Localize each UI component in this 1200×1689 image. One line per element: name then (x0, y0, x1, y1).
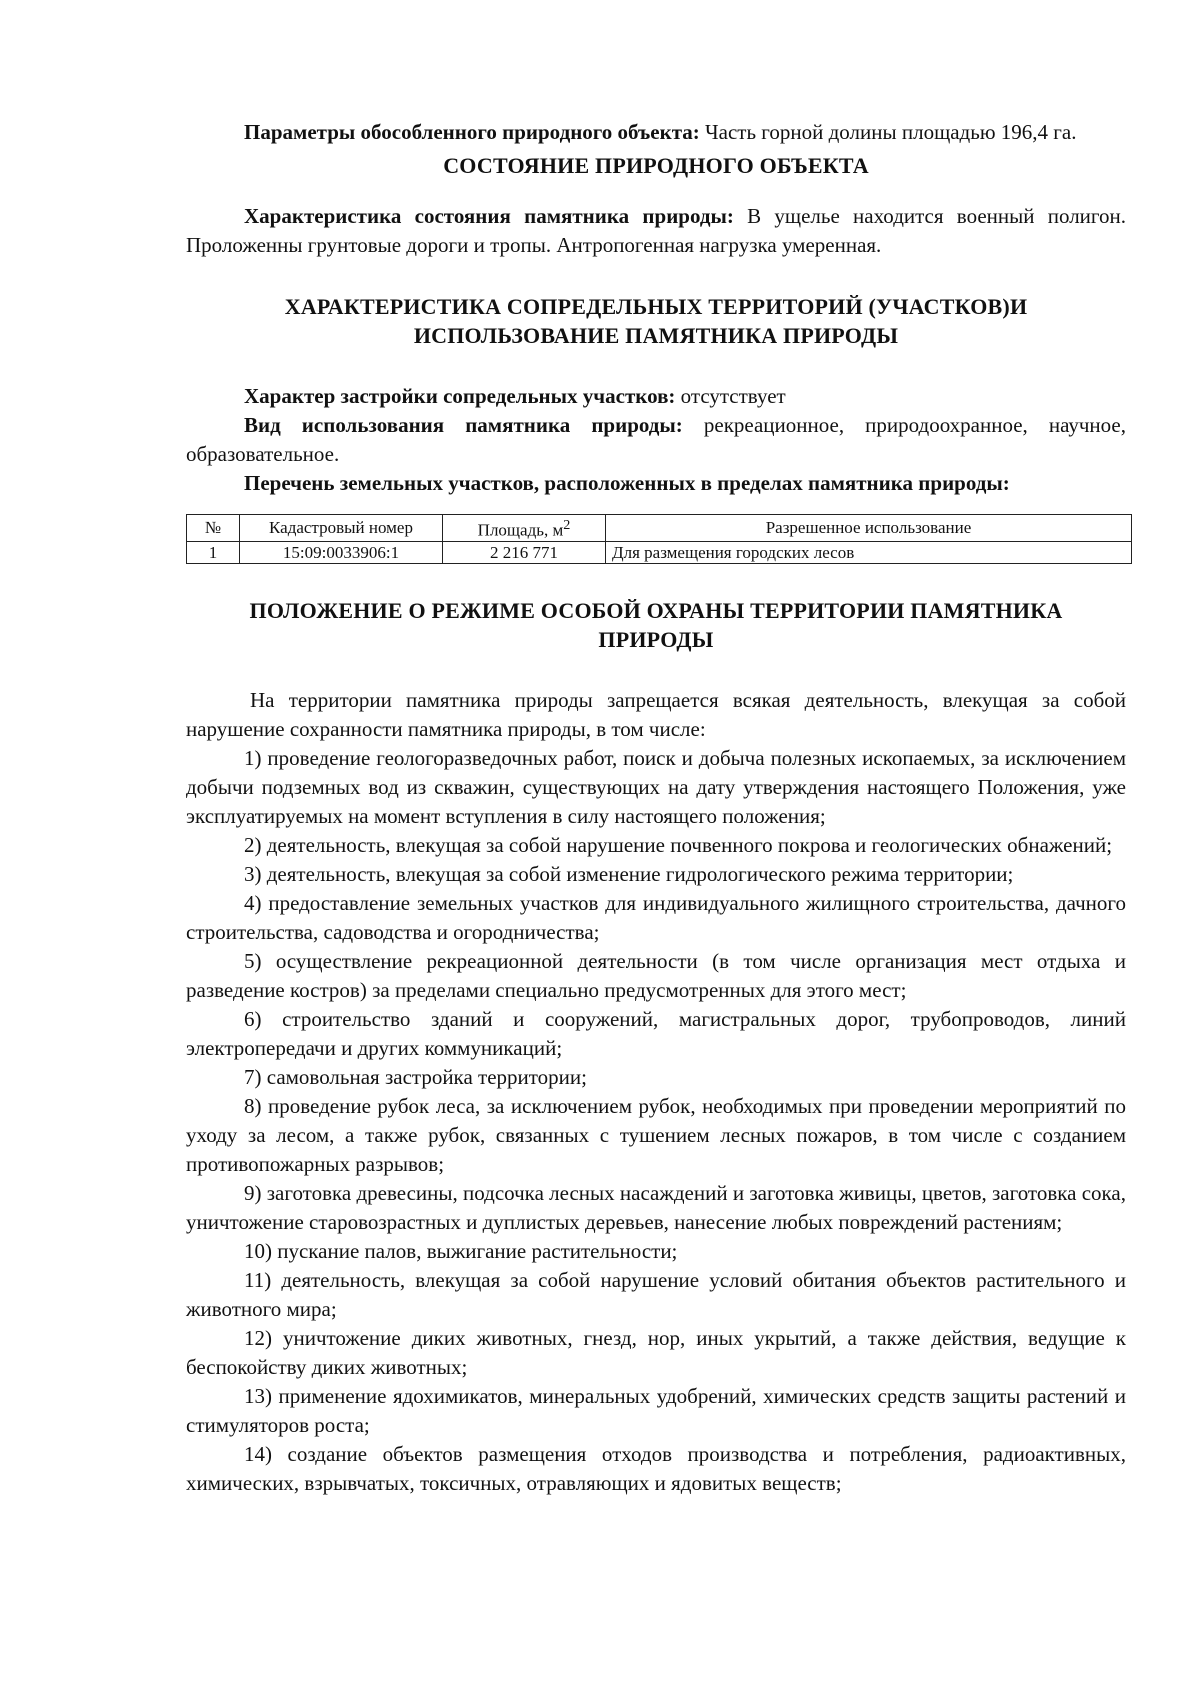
prohibitions-list (186, 744, 1126, 1498)
params-paragraph (186, 118, 1126, 147)
header-area-label: Площадь, м (477, 520, 564, 540)
adjacent-section-title-line2: ИСПОЛЬЗОВАНИЕ ПАМЯТНИКА ПРИРОДЫ (413, 323, 899, 348)
state-section-title: СОСТОЯНИЕ ПРИРОДНОГО ОБЪЕКТА (443, 153, 869, 178)
list-item: 5) осуществление рекреационной деятельности (в том числе организация мест отдыха и разведение костров) за пределами специально предусмотренных для этого мест; (186, 948, 1126, 1002)
cell-num: 1 (187, 541, 240, 563)
cell-cadastral: 15:09:0033906:1 (240, 541, 443, 563)
header-area (443, 515, 606, 542)
parcels-list-label: Перечень земельных участков, расположенных в пределах памятника природы: (244, 471, 1010, 495)
list-item: 4) предоставление земельных участков для индивидуального жилищного строительства, дачного строительства, садоводства и огородничества; (186, 890, 1126, 944)
regime-section-title-line2: ПРИРОДЫ (598, 626, 714, 652)
use-paragraph (186, 411, 1126, 469)
adjacent-section-title-line1: ХАРАКТЕРИСТИКА СОПРЕДЕЛЬНЫХ ТЕРРИТОРИЙ (УЧАСТКОВ)И (284, 294, 1028, 319)
header-use: Разрешенное использование (606, 515, 1132, 542)
parcels-table-header (187, 515, 1132, 542)
use-value: рекреационное, природоохранное, научное, образовательное. (186, 413, 1126, 466)
list-item: 2) деятельность, влекущая за собой нарушение почвенного покрова и геологических обнажений; (244, 832, 1113, 857)
list-item: 7) самовольная застройка территории; (244, 1064, 587, 1089)
build-value: отсутствует (675, 384, 786, 408)
list-item: 12) уничтожение диких животных, гнезд, нор, иных укрытий, а также действия, ведущие к беспокойству диких животных; (186, 1325, 1126, 1379)
state-paragraph (186, 202, 1126, 260)
list-item: 14) создание объектов размещения отходов производства и потребления, радиоактивных, химических, взрывчатых, токсичных, отравляющих и ядовитых веществ; (186, 1441, 1126, 1495)
parcels-table (186, 514, 1132, 564)
params-value: Часть горной долины площадью 196,4 га. (699, 120, 1077, 144)
list-item: 11) деятельность, влекущая за собой нарушение условий обитания объектов растительного и животного мира; (186, 1267, 1126, 1321)
list-item: 1) проведение геологоразведочных работ, поиск и добыча полезных ископаемых, за исключением добычи подземных вод из скважин, существующих на дату утверждения настоящего Положения, уже эксплуатируемых на момент вступления в силу настоящего положения; (186, 745, 1126, 828)
state-char-value: В ущелье находится военный полигон. Проложенны грунтовые дороги и тропы. Антропогенная нагрузка умеренная. (186, 204, 1126, 257)
cell-use: Для размещения городских лесов (606, 541, 1132, 563)
regime-section-title-line1: ПОЛОЖЕНИЕ О РЕЖИМЕ ОСОБОЙ ОХРАНЫ ТЕРРИТОРИИ ПАМЯТНИКА (249, 597, 1063, 623)
document-body (186, 118, 1126, 1498)
list-item: 13) применение ядохимикатов, минеральных удобрений, химических средств защиты растений и стимуляторов роста; (186, 1383, 1126, 1437)
table-row (187, 541, 1132, 563)
header-cadastral: Кадастровый номер (240, 515, 443, 542)
use-label: Вид использования памятника природы: (244, 413, 683, 437)
params-label: Параметры обособленного природного объекта: (244, 120, 700, 144)
header-num: № (187, 515, 240, 542)
build-paragraph (186, 382, 1126, 411)
list-item: 3) деятельность, влекущая за собой изменение гидрологического режима территории; (244, 861, 1014, 886)
build-label: Характер застройки сопредельных участков: (244, 384, 676, 408)
list-item: 9) заготовка древесины, подсочка лесных насаждений и заготовка живицы, цветов, заготовка сока, уничтожение старовозрастных и дуплистых деревьев, нанесение любых повреждений растениям; (186, 1180, 1126, 1234)
list-item: 10) пускание палов, выжигание растительности; (244, 1238, 678, 1263)
cell-area: 2 216 771 (443, 541, 606, 563)
list-item: 8) проведение рубок леса, за исключением рубок, необходимых при проведении мероприятий по уходу за лесом, а также рубок, связанных с тушением лесных пожаров, в том числе с созданием противопожарных разрывов; (186, 1093, 1126, 1176)
state-char-label: Характеристика состояния памятника природы: (244, 204, 734, 228)
regime-lead: На территории памятника природы запрещается всякая деятельность, влекущая за собой нарушение сохранности памятника природы, в том числе: (186, 687, 1126, 741)
header-area-sup: 2 (563, 517, 571, 533)
list-item: 6) строительство зданий и сооружений, магистральных дорог, трубопроводов, линий электропередачи и других коммуникаций; (186, 1006, 1126, 1060)
